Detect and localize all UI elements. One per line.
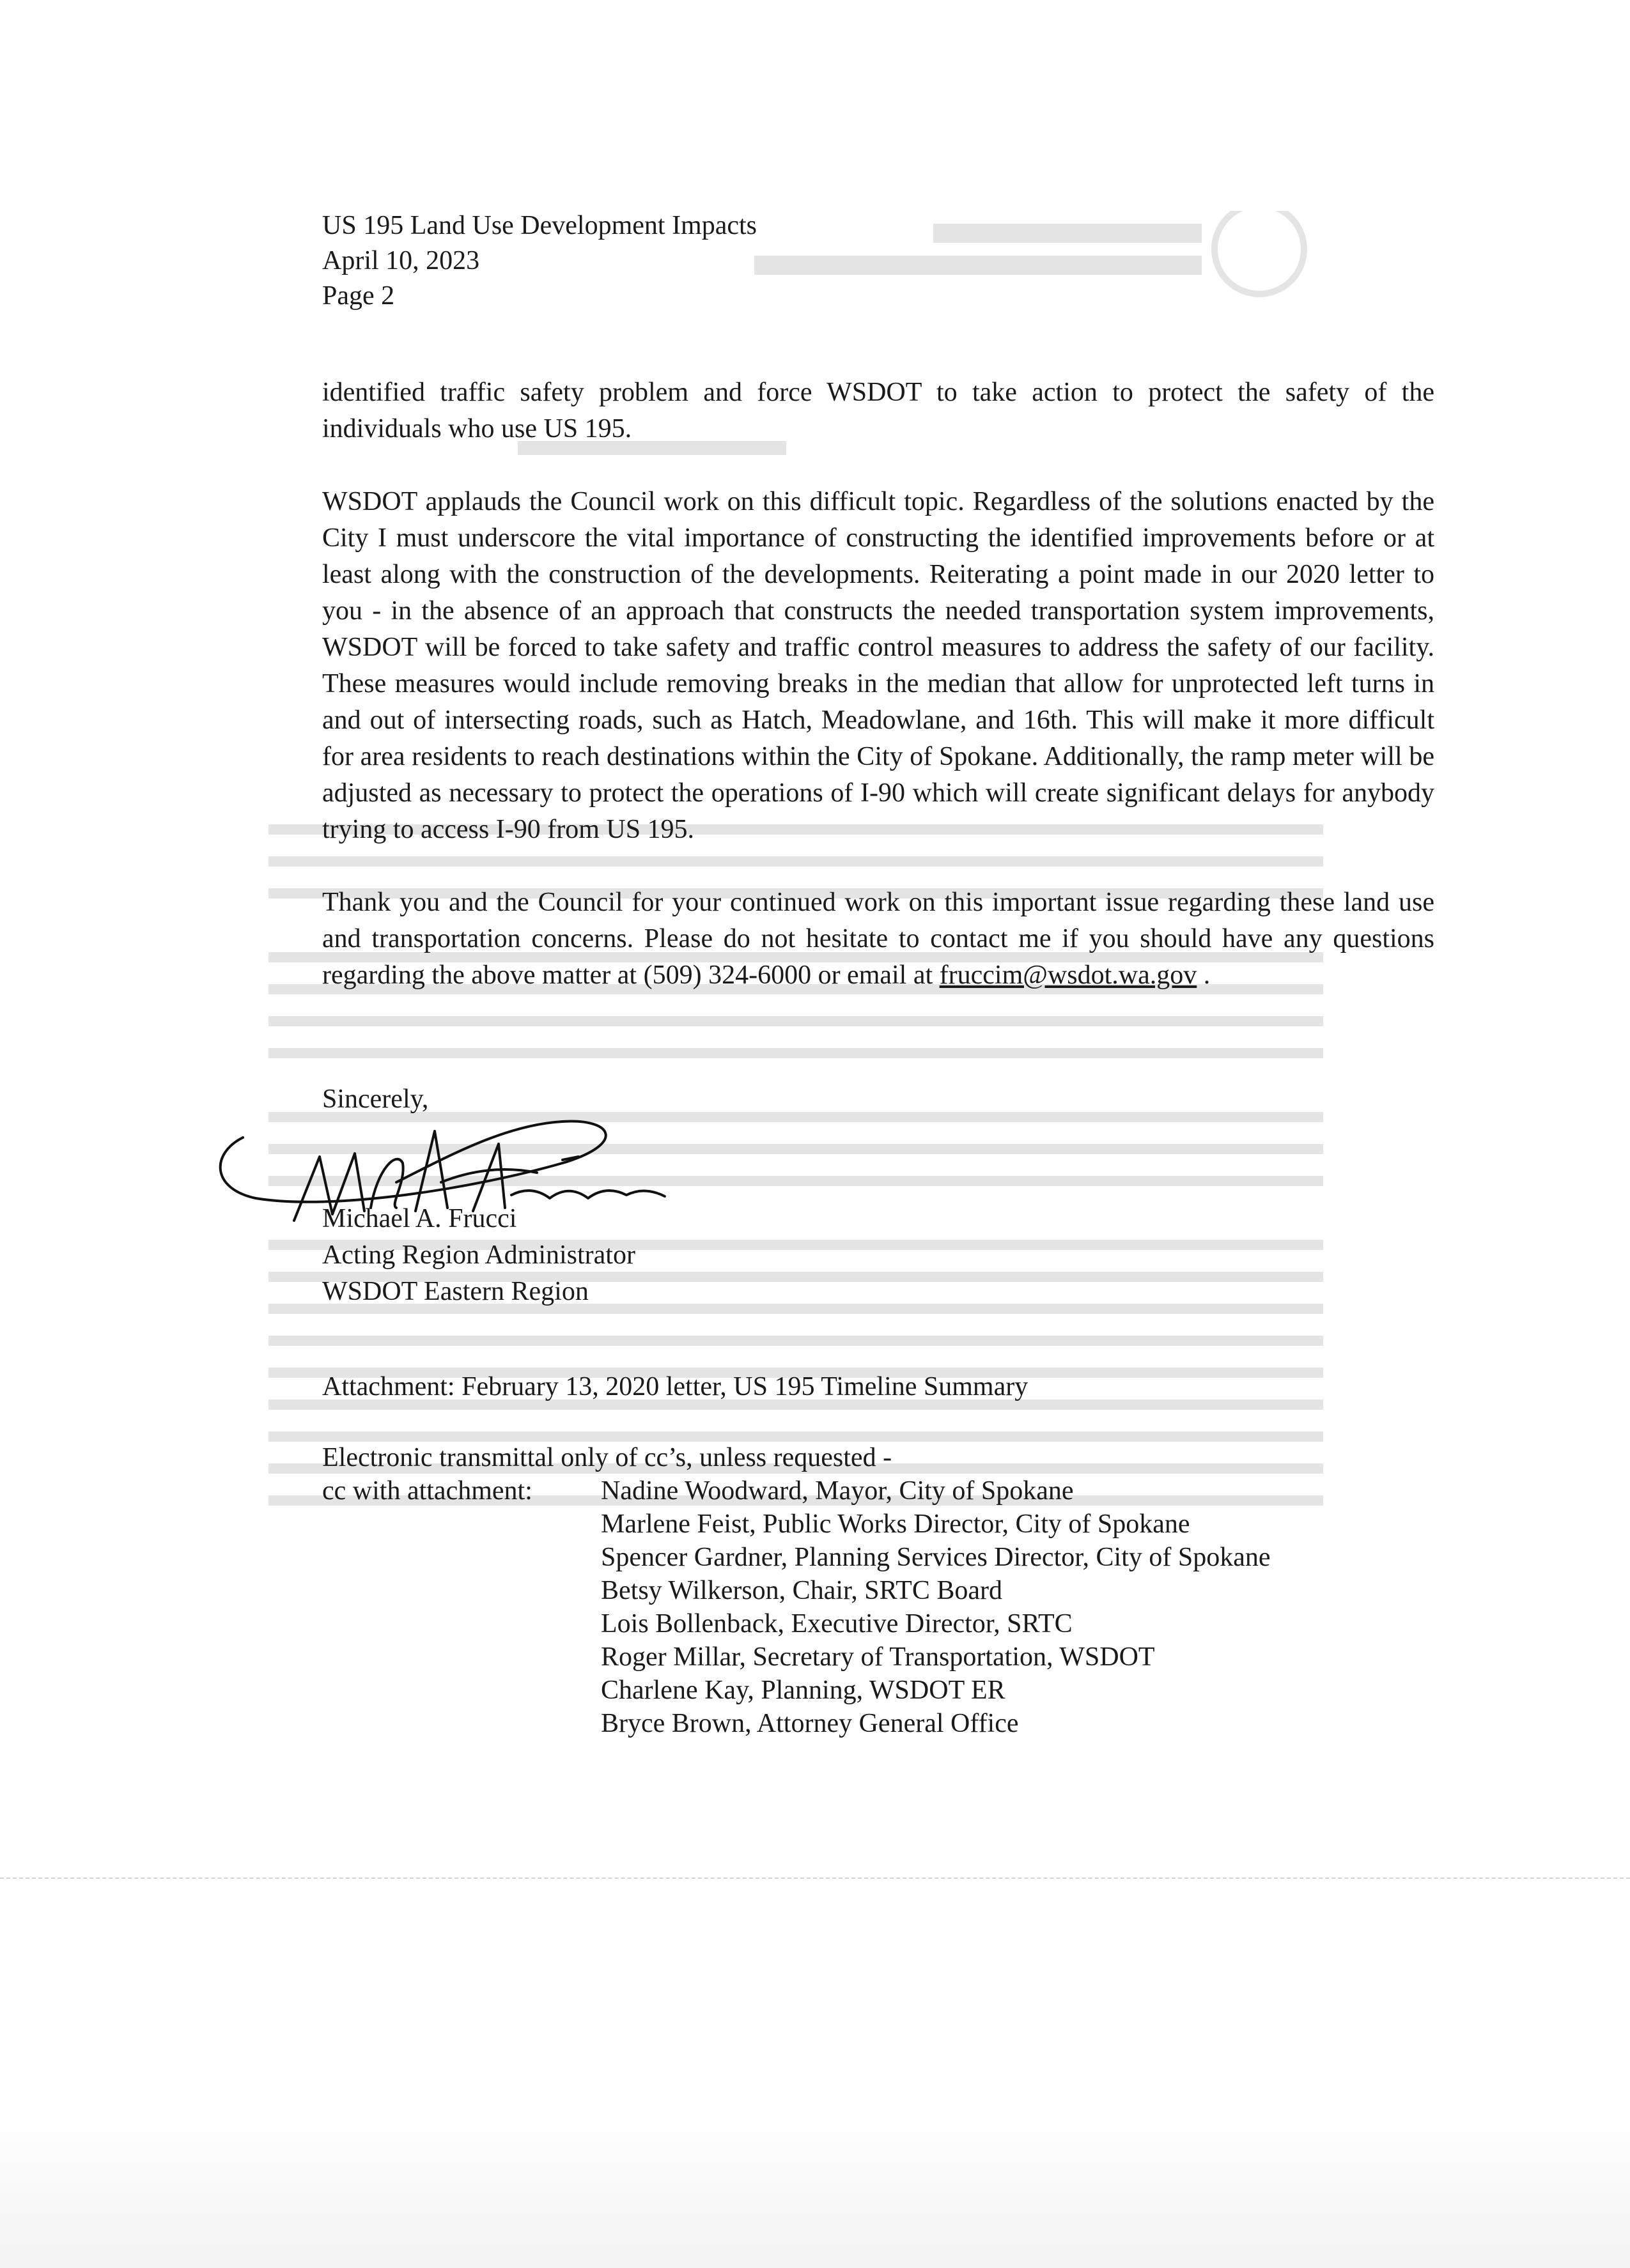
cc-recipient: Betsy Wilkerson, Chair, SRTC Board <box>601 1576 1002 1605</box>
email-link[interactable]: fruccim@wsdot.wa.gov <box>939 960 1197 990</box>
cc-row <box>322 1474 1271 1740</box>
signer-title: Acting Region Administrator <box>322 1240 635 1270</box>
thank-you-text: Thank you and the Council for your continued work on this important issue regarding these land use and transportation concerns. Please do not hesitate to contact me if you should have any questions regarding the above matter at (509) 324-6000 or email at <box>322 888 1434 990</box>
cc-recipients <box>601 1474 1271 1740</box>
letter-date: April 10, 2023 <box>322 246 480 275</box>
cc-recipient: Marlene Feist, Public Works Director, City of Spokane <box>601 1509 1190 1539</box>
cc-recipient: Lois Bollenback, Executive Director, SRTC <box>601 1609 1073 1639</box>
signer-name: Michael A. Frucci <box>322 1204 517 1233</box>
subject-line: US 195 Land Use Development Impacts <box>322 211 757 240</box>
letter-header <box>322 208 757 314</box>
thank-you-end: . <box>1197 960 1211 990</box>
letter-body <box>322 374 1434 994</box>
cc-recipient: Charlene Kay, Planning, WSDOT ER <box>601 1676 1005 1705</box>
scan-shadow <box>0 2109 1630 2268</box>
attachment-line: Attachment: February 13, 2020 letter, US 195 Timeline Summary <box>322 1372 1028 1401</box>
paragraph-council-work: WSDOT applauds the Council work on this difficult topic. Regardless of the solutions enacted by the City I must underscore the vital importance of constructing the identified improvements before or at least along with the construction of the developments. Reiterating a point made in our 2020 letter to you - in the absence of an approach that constructs the needed transportation system improvements, WSDOT will be forced to take safety and traffic control measures to address the safety of our facility. These measures would include removing breaks in the median that allow for unprotected left turns in and out of intersecting roads, such as Hatch, Meadowlane, and 16th. This will make it more difficult for area residents to reach destinations within the City of Spokane. Additionally, the ramp meter will be adjusted as necessary to protect the operations of I-90 which will create significant delays for anybody trying to access I-90 from US 195. <box>322 487 1434 844</box>
handwritten-signature <box>205 1093 735 1240</box>
distribution-list <box>322 1441 1271 1740</box>
transmittal-note: Electronic transmittal only of cc’s, unless requested - <box>322 1443 892 1472</box>
fold-line <box>0 1878 1630 1879</box>
cc-label: cc with attachment: <box>322 1476 532 1506</box>
page-number: Page 2 <box>322 281 395 311</box>
cc-recipient: Nadine Woodward, Mayor, City of Spokane <box>601 1476 1074 1506</box>
closing-salutation: Sincerely, <box>322 1084 429 1114</box>
paragraph-thank-you <box>322 884 1434 994</box>
paragraph-continuation: identified traffic safety problem and force WSDOT to take action to protect the safety of the individuals who use US 195. <box>322 378 1434 444</box>
cc-recipient: Spencer Gardner, Planning Services Director, City of Spokane <box>601 1543 1271 1572</box>
cc-recipient: Bryce Brown, Attorney General Office <box>601 1709 1019 1738</box>
signer-organization: WSDOT Eastern Region <box>322 1277 589 1306</box>
cc-recipient: Roger Millar, Secretary of Transportation, WSDOT <box>601 1642 1155 1672</box>
